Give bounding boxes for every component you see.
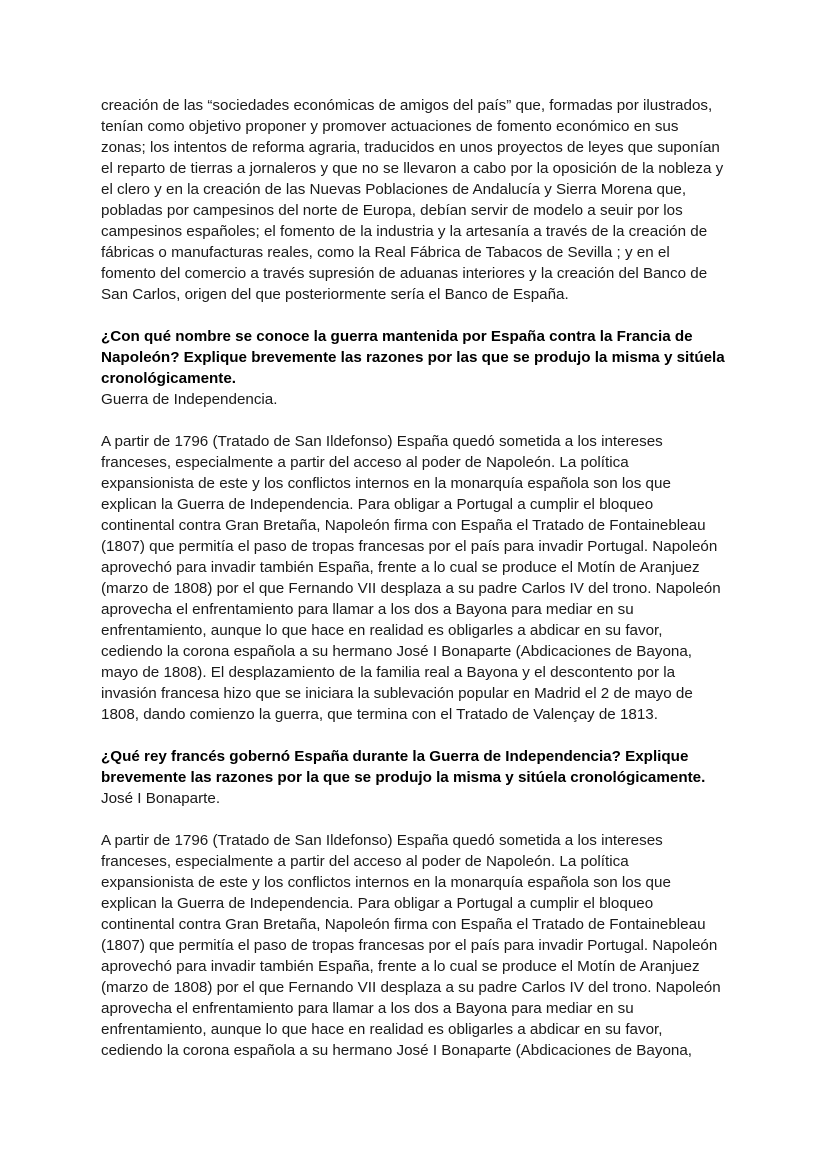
text-line: pobladas por campesinos del norte de Europa, debían servir de modelo a seuir por los: [101, 202, 683, 219]
text-line: cediendo la corona española a su hermano José I Bonaparte (Abdicaciones de Bayona,: [101, 643, 693, 660]
question-1-answer: [101, 389, 733, 410]
text-line: fábricas o manufacturas reales, como la Real Fábrica de Tabacos de Sevilla ; y en el: [101, 244, 670, 261]
text-line: continental contra Gran Bretaña, Napoleón firma con España el Tratado de Fontainebleau: [101, 517, 706, 534]
question-line: Napoleón? Explique brevemente las razones por las que se produjo la misma y sitúela: [101, 349, 725, 366]
text-line: enfrentamiento, aunque lo que hace en realidad es obligarles a abdicar en su favor,: [101, 622, 663, 639]
text-line: enfrentamiento, aunque lo que hace en realidad es obligarles a abdicar en su favor,: [101, 1021, 663, 1038]
text-line: aprovecha el enfrentamiento para llamar a los dos a Bayona para mediar en su: [101, 601, 634, 618]
question-2-paragraph: [101, 830, 733, 1061]
text-line: (1807) que permitía el paso de tropas francesas por el país para invadir Portugal. Napoleón: [101, 538, 718, 555]
text-line: (marzo de 1808) por el que Fernando VII desplaza a su padre Carlos IV del trono. Napoleón: [101, 580, 721, 597]
text-line: creación de las “sociedades económicas de amigos del país” que, formadas por ilustrados,: [101, 97, 713, 114]
question-line: brevemente las razones por la que se produjo la misma y sitúela cronológicamente.: [101, 769, 706, 786]
text-line: aprovecha el enfrentamiento para llamar a los dos a Bayona para mediar en su: [101, 1000, 634, 1017]
document-body: [101, 95, 733, 1061]
text-line: mayo de 1808). El desplazamiento de la familia real a Bayona y el descontento por la: [101, 664, 676, 681]
answer-line: Guerra de Independencia.: [101, 391, 278, 408]
text-line: franceses, especialmente a partir del acceso al poder de Napoleón. La política: [101, 853, 629, 870]
text-line: cediendo la corona española a su hermano José I Bonaparte (Abdicaciones de Bayona,: [101, 1042, 693, 1059]
text-line: explican la Guerra de Independencia. Para obligar a Portugal a cumplir el bloqueo: [101, 496, 654, 513]
text-line: A partir de 1796 (Tratado de San Ildefonso) España quedó sometida a los intereses: [101, 433, 663, 450]
text-line: el clero y en la creación de las Nuevas Poblaciones de Andalucía y Sierra Morena que,: [101, 181, 687, 198]
text-line: el reparto de tierras a jornaleros y que no se llevaron a cabo por la oposición de la nobleza y: [101, 160, 724, 177]
text-line: A partir de 1796 (Tratado de San Ildefonso) España quedó sometida a los intereses: [101, 832, 663, 849]
text-line: (marzo de 1808) por el que Fernando VII desplaza a su padre Carlos IV del trono. Napoleón: [101, 979, 721, 996]
text-line: 1808, dando comienzo la guerra, que termina con el Tratado de Valençay de 1813.: [101, 706, 658, 723]
question-line: ¿Con qué nombre se conoce la guerra mantenida por España contra la Francia de: [101, 328, 693, 345]
text-line: franceses, especialmente a partir del acceso al poder de Napoleón. La política: [101, 454, 629, 471]
question-line: ¿Qué rey francés gobernó España durante la Guerra de Independencia? Explique: [101, 748, 689, 765]
intro-paragraph: [101, 95, 733, 305]
question-1-heading: [101, 326, 733, 389]
text-line: invasión francesa hizo que se iniciara la sublevación popular en Madrid el 2 de mayo de: [101, 685, 693, 702]
text-line: aprovechó para invadir también España, frente a lo cual se produce el Motín de Aranjuez: [101, 958, 700, 975]
text-line: fomento del comercio a través supresión de aduanas interiores y la creación del Banco de: [101, 265, 708, 282]
question-2-heading: [101, 746, 733, 788]
text-line: zonas; los intentos de reforma agraria, traducidos en unos proyectos de leyes que suponían: [101, 139, 720, 156]
text-line: expansionista de este y los conflictos internos en la monarquía española son los que: [101, 475, 671, 492]
answer-line: José I Bonaparte.: [101, 790, 221, 807]
question-2-answer: [101, 788, 733, 809]
text-line: campesinos españoles; el fomento de la industria y la artesanía a través de la creación de: [101, 223, 708, 240]
text-line: San Carlos, origen del que posteriormente sería el Banco de España.: [101, 286, 569, 303]
text-line: (1807) que permitía el paso de tropas francesas por el país para invadir Portugal. Napoleón: [101, 937, 718, 954]
question-1-paragraph: [101, 431, 733, 725]
question-line: cronológicamente.: [101, 370, 237, 387]
text-line: aprovechó para invadir también España, frente a lo cual se produce el Motín de Aranjuez: [101, 559, 700, 576]
text-line: expansionista de este y los conflictos internos en la monarquía española son los que: [101, 874, 671, 891]
text-line: continental contra Gran Bretaña, Napoleón firma con España el Tratado de Fontainebleau: [101, 916, 706, 933]
text-line: tenían como objetivo proponer y promover actuaciones de fomento económico en sus: [101, 118, 679, 135]
text-line: explican la Guerra de Independencia. Para obligar a Portugal a cumplir el bloqueo: [101, 895, 654, 912]
